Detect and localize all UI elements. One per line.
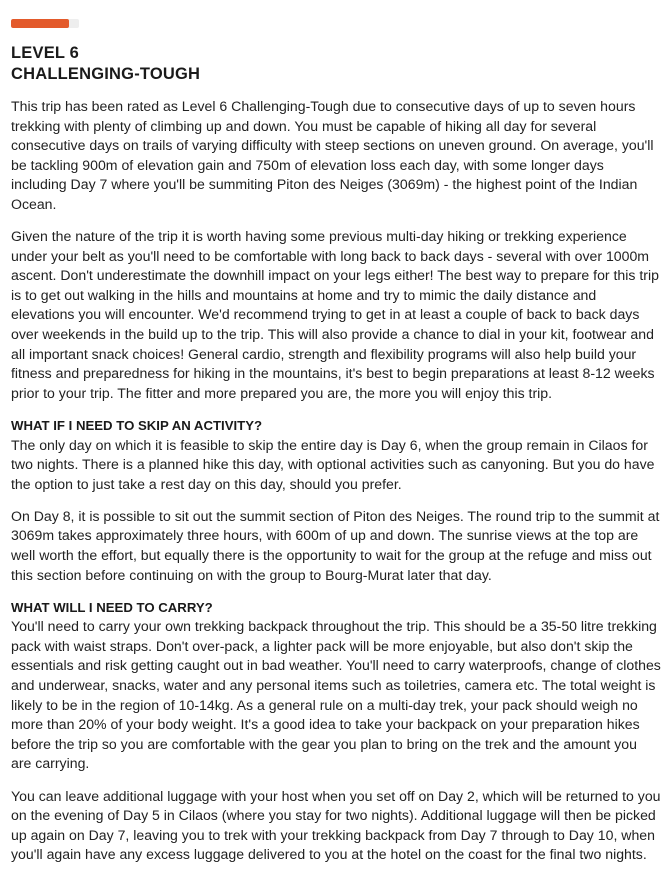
intro-paragraph: This trip has been rated as Level 6 Challenging-Tough due to consecutive days of up to seven hours trekking with plenty of climbing up and down. You must be capable of hiking all day for several consecutive days on trails of varying difficulty with steep sections on uneven ground. On average, you'll be tackling 900m of elevation gain and 750m of elevation loss each day, with some longer days including Day 7 where you'll be summiting Piton des Neiges (3069m) - the highest point of the Indian Ocean. xyxy=(11,98,654,212)
preparation-paragraph: Given the nature of the trip it is worth having some previous multi-day hiking or trekking experience under your belt as you'll need to be comfortable with long back to back days - several with over 1000m ascent. Don't underestimate the downhill impact on your legs either! The best way to prepare for this trip is to get out walking in the hills and mountains at home and try to mimic the daily distance and elevations you will encounter. We'd recommend trying to get in at least a couple of back to back days over weekends in the build up to the trip. This will also provide a chance to dial in your kit, footwear and all important snack choices! General cardio, strength and flexibility programs will also help build your fitness and preparedness for hiking in the mountains, it's best to begin preparations at least 8-12 weeks prior to your trip. The fitter and more prepared you are, the more you will enjoy this trip. xyxy=(11,228,659,401)
luggage-paragraph: You can leave additional luggage with your host when you set off on Day 2, which will be returned to you on the evening of Day 5 in Cilaos (where you stay for two nights). Additional luggage will then be picked up again on Day 7, leaving you to trek with your trekking backpack from Day 7 through to Day 10, when you'll again have any excess luggage delivered to you at the hotel on the coast for the final two nights. xyxy=(11,787,661,863)
skip-activity-heading: WHAT IF I NEED TO SKIP AN ACTIVITY? xyxy=(11,417,263,433)
carry-heading: WHAT WILL I NEED TO CARRY? xyxy=(11,599,213,615)
skip-day-paragraph: The only day on which it is feasible to skip the entire day is Day 6, when the group remain in Cilaos for two nights. There is a planned hike this day, with optional activities such as canyoning. But you do have the option to just take a rest day on this day, should you prefer. xyxy=(11,436,655,492)
difficulty-level-label: LEVEL 6 xyxy=(11,44,80,62)
carry-backpack-paragraph: You'll need to carry your own trekking backpack throughout the trip. This should be a 35-50 litre trekking pack with waist straps. Don't over-pack, a lighter pack will be more enjoyable, but also don't skip the essentials and risk getting caught out in bad weather. You'll need to carry waterproofs, change of clothes and underwear, snacks, water and any personal items such as toiletries, camera etc. The total weight is likely to be in the region of 10-14kg. As a general rule on a multi-day trek, your pack should weigh no more than 20% of your body weight. It's a good idea to take your backpack on your preparation hikes before the trip so you are comfortable with the gear you plan to bring on the trek and the amount you are carrying. xyxy=(11,618,661,772)
skip-summit-paragraph: On Day 8, it is possible to sit out the summit section of Piton des Neiges. The round trip to the summit at 3069m takes approximately three hours, with 600m of up and down. The sunrise views at the top are well worth the effort, but equally there is the opportunity to wait for the group at the refuge and miss out this section before continuing on with the group to Bourg-Murat later that day. xyxy=(11,507,660,583)
difficulty-title xyxy=(11,43,200,85)
difficulty-description xyxy=(11,97,661,877)
difficulty-level-fill xyxy=(11,19,69,28)
difficulty-level-bar xyxy=(11,19,79,28)
difficulty-grade-label: CHALLENGING-TOUGH xyxy=(11,65,201,83)
